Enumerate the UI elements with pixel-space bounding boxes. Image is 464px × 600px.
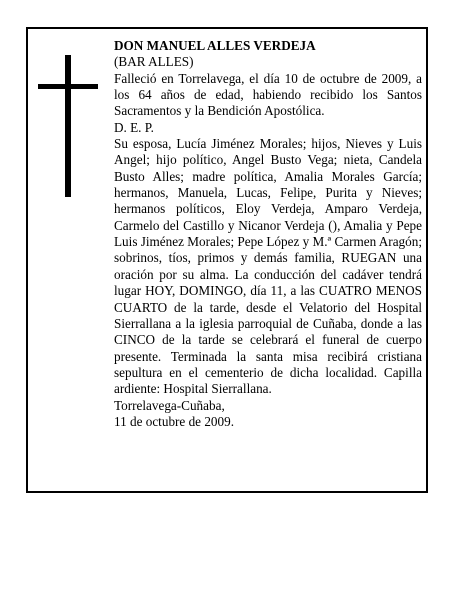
cross-icon: [38, 55, 98, 197]
deceased-name: DON MANUEL ALLES VERDEJA: [114, 38, 316, 53]
cross-horizontal-bar: [38, 84, 98, 89]
deceased-alias: (BAR ALLES): [114, 54, 194, 70]
rip-line: D. E. P.: [114, 119, 154, 135]
date-line: 11 de octubre de 2009.: [114, 413, 234, 429]
obituary-body: Su esposa, Lucía Jiménez Morales; hijos, Nieves y Luis Angel; hijo político, Angel Busto Vega; nieta, Candela Busto Alles; madre política, Amalia Morales García; hermanos, Manuela, Lucas, Felipe, Purita y Nieves; hermanos políticos, Eloy Verdeja, Amparo Verdeja, Carmelo del Castillo y Nicanor Verdeja (), Amalia y Pepe Luis Jiménez Morales; Pepe López y M.ª Carmen Aragón; sobrinos, tíos, primos y demás familia, RUEGAN una oración por su alma. La conducción del cadáver tendrá lugar HOY, DOMINGO, día 11, a las CUATRO MENOS CUARTO de la tarde, desde el Velatorio del Hospital Sierrallana a la iglesia parroquial de Cuñaba, donde a las CINCO de la tarde se celebrará el funeral de cuerpo presente. Terminada la santa misa recibirá cristiana sepultura en el cementerio de dicha localidad. Capilla ardiente: Hospital Sierrallana.: [114, 136, 422, 397]
place-line: Torrelavega-Cuñaba,: [114, 397, 225, 413]
cross-vertical-bar: [65, 55, 71, 197]
death-statement: Falleció en Torrelavega, el día 10 de octubre de 2009, a los 64 años de edad, habiendo recibido los Santos Sacramentos y la Bendición Apostólica.: [114, 70, 422, 119]
obituary-text: [114, 38, 422, 430]
